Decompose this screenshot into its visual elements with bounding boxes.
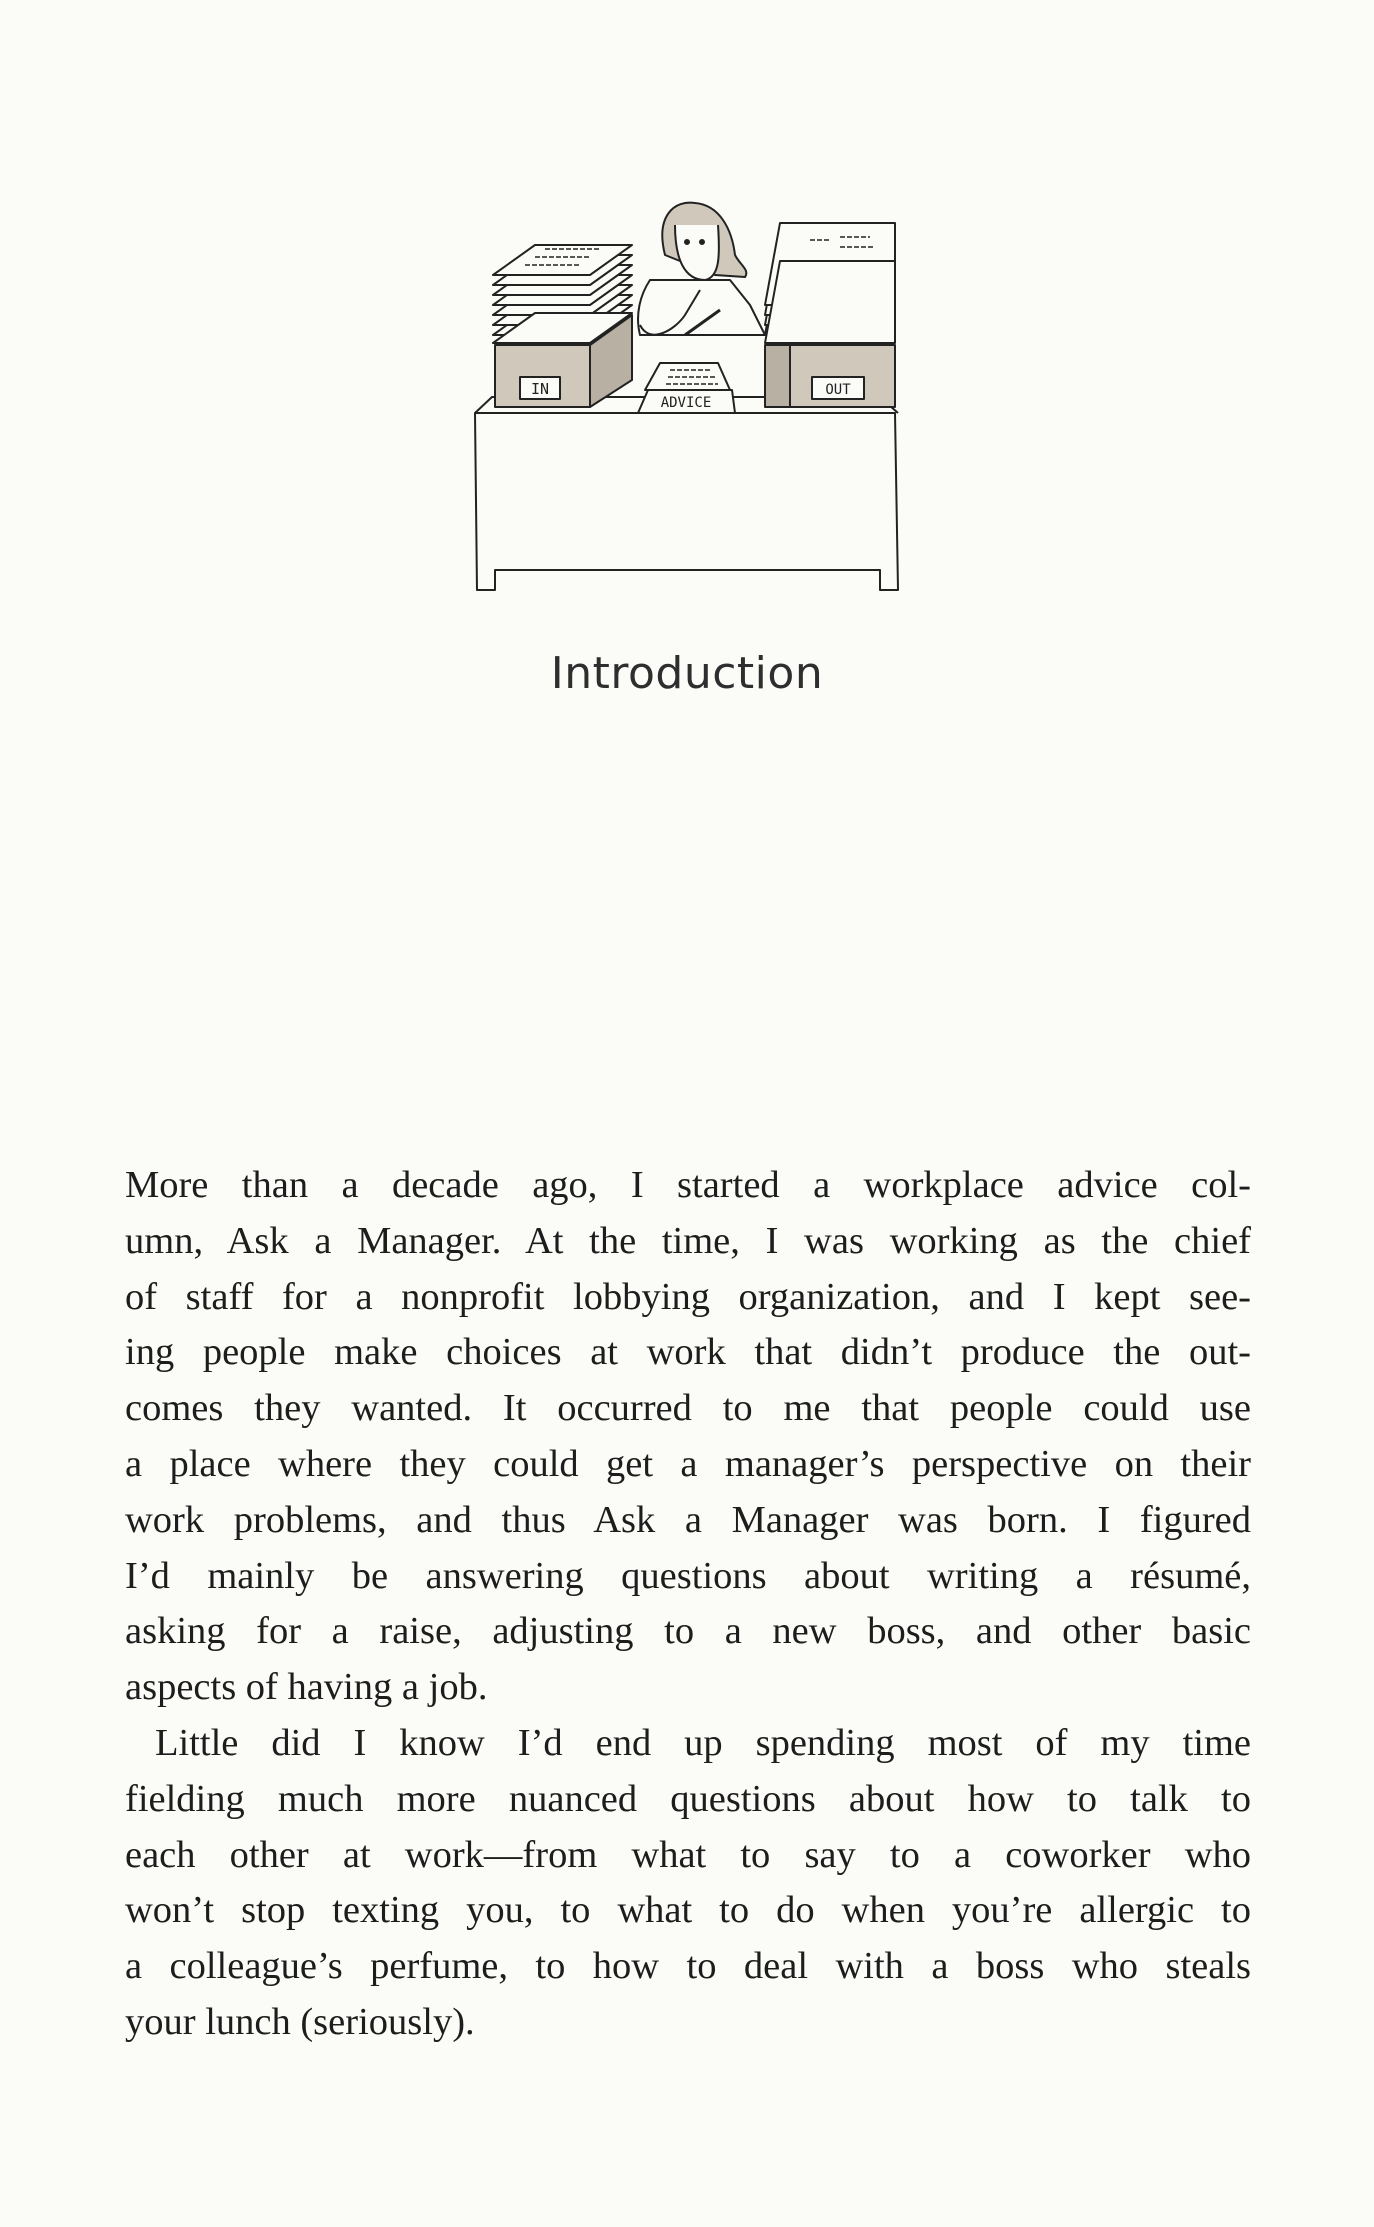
text-line: of staff for a nonprofit lobbying organization, and I kept see- [125, 1275, 1251, 1318]
body-text [125, 1158, 1251, 2051]
desk-icon [475, 397, 898, 590]
text-line: umn, Ask a Manager. At the time, I was working as the chief [125, 1219, 1251, 1262]
text-line: Little did I know I’d end up spending most of my time [155, 1721, 1251, 1764]
text-line: ing people make choices at work that didn’t produce the out- [125, 1331, 1251, 1374]
text-line: asking for a raise, adjusting to a new boss, and other basic [125, 1610, 1251, 1653]
in-tray-label: IN [530, 380, 550, 398]
paragraph [125, 1158, 1251, 1716]
text-line: a colleague’s perfume, to how to deal with a boss who steals [125, 1945, 1251, 1988]
out-tray-icon [765, 223, 895, 407]
text-line: aspects of having a job. [125, 1666, 488, 1709]
person-icon [638, 203, 765, 335]
text-line: won’t stop texting you, to what to do when you’re allergic to [125, 1889, 1251, 1932]
out-tray-label: OUT [825, 382, 851, 398]
text-line: fielding much more nuanced questions about how to talk to [125, 1777, 1251, 1820]
chapter-title: Introduction [550, 648, 824, 699]
text-line: comes they wanted. It occurred to me that people could use [125, 1387, 1251, 1430]
paragraph [125, 1716, 1251, 2051]
text-line: a place where they could get a manager’s perspective on their [125, 1442, 1251, 1485]
text-line: I’d mainly be answering questions about writing a résumé, [125, 1554, 1251, 1597]
text-line: More than a decade ago, I started a workplace advice col- [125, 1164, 1251, 1206]
desk-illustration [460, 185, 920, 605]
text-line: each other at work—from what to say to a coworker who [125, 1833, 1251, 1876]
text-line: your lunch (seriously). [125, 2000, 475, 2043]
advice-sign-label: ADVICE [660, 395, 712, 411]
text-line: work problems, and thus Ask a Manager was born. I figured [125, 1498, 1251, 1541]
in-tray-icon [493, 245, 632, 407]
